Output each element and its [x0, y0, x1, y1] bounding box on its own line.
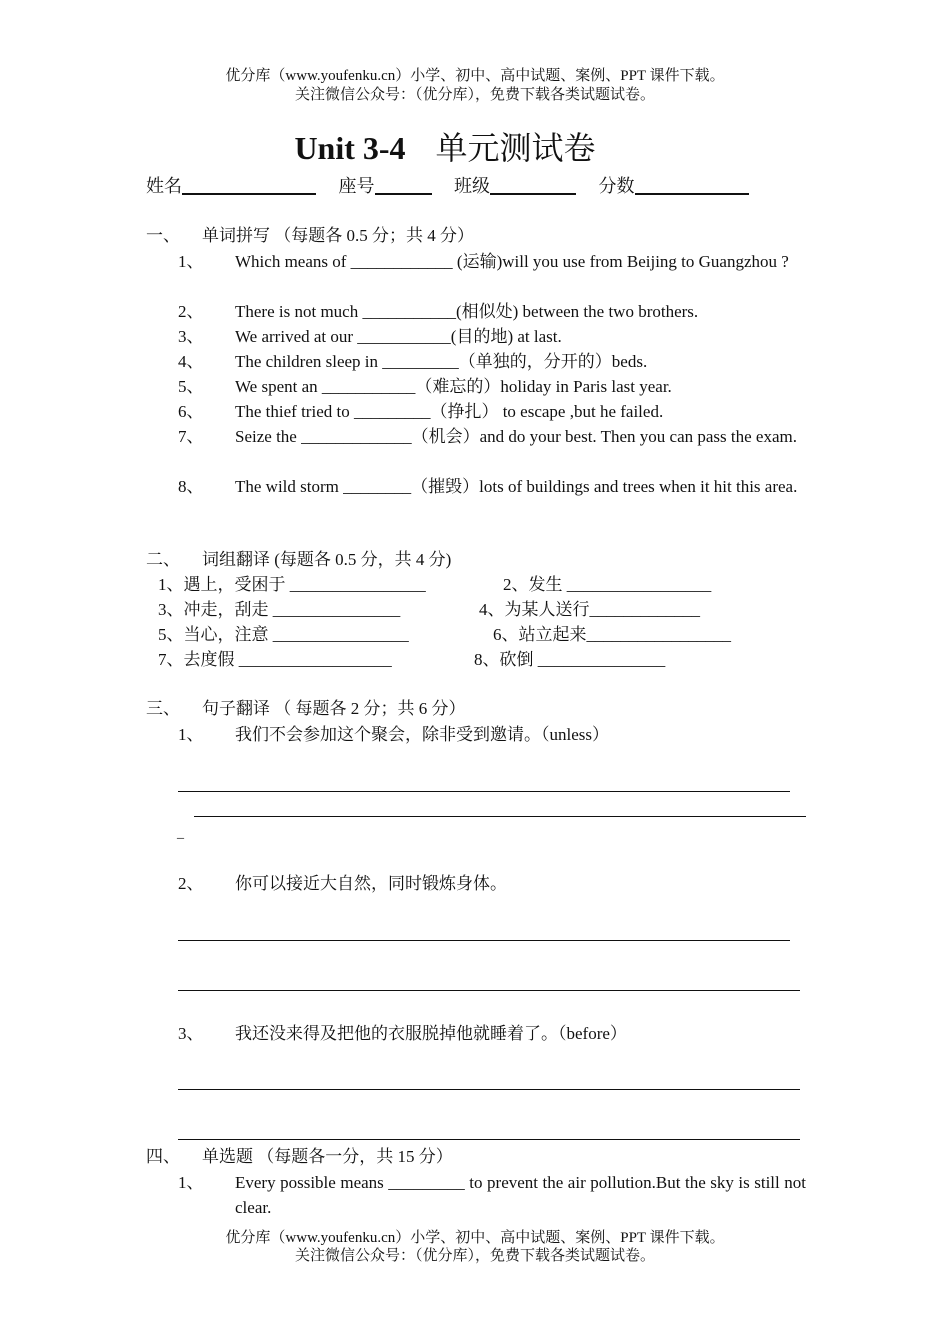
section-4-title: 单选题 （每题各一分，共 15 分） — [202, 1147, 453, 1166]
phrase-item: 7、去度假 __________________ — [158, 650, 392, 669]
phrase-item: 3、冲走，刮走 _______________ — [158, 600, 401, 619]
question-number: 2、 — [178, 874, 204, 893]
question-number: 7、 — [178, 427, 204, 446]
score-label: 分数 — [598, 176, 635, 196]
answer-line[interactable] — [178, 791, 790, 792]
question-number: 6、 — [178, 402, 204, 421]
question-text: The thief tried to _________（挣扎） to escape ,but he failed. — [235, 402, 664, 421]
question — [178, 1021, 806, 1046]
section-1-heading — [146, 224, 474, 248]
question — [178, 722, 806, 747]
footer-line-2: 关注微信公众号：（优分库），免费下载各类试题试卷。 — [294, 1248, 655, 1264]
phrase-item: 4、为某人送行_____________ — [479, 600, 700, 619]
footer-line-1: 优分库（www.youfenku.cn）小学、初中、高中试题、案例、PPT 课件下载。 — [225, 1230, 725, 1246]
question — [178, 424, 806, 449]
header-line-1: 优分库（www.youfenku.cn）小学、初中、高中试题、案例、PPT 课件下载。 — [225, 68, 725, 84]
question — [178, 399, 806, 424]
question-text: 我还没来得及把他的衣服脱掉他就睡着了。（before） — [235, 1024, 627, 1043]
phrase-item: 1、遇上，受困于 ________________ — [158, 575, 426, 594]
phrase-item: 8、砍倒 _______________ — [474, 650, 666, 669]
question-text: Every possible means _________ to prevent the air pollution.But the sky is still not clear. — [235, 1173, 806, 1217]
phrase-item: 5、当心，注意 ________________ — [158, 625, 409, 644]
question-text: Seize the _____________（机会）and do your best. Then you can pass the exam. — [235, 427, 797, 446]
question-text: We arrived at our ___________(目的地) at last. — [235, 327, 562, 346]
question-text: 我们不会参加这个聚会，除非受到邀请。（unless） — [235, 725, 609, 744]
question-number: 3、 — [178, 327, 204, 346]
name-label: 姓名 — [146, 176, 182, 196]
class-blank[interactable] — [490, 175, 576, 195]
score-blank[interactable] — [635, 175, 749, 195]
phrase-item: 2、发生 _________________ — [503, 575, 712, 594]
section-2-title: 词组翻译 (每题各 0.5 分，共 4 分) — [202, 550, 452, 569]
question-number: 4、 — [178, 352, 204, 371]
question — [178, 871, 806, 896]
seat-label: 座号 — [338, 176, 375, 196]
answer-line[interactable] — [178, 990, 800, 991]
question-text: We spent an ___________（难忘的）holiday in Paris last year. — [235, 377, 672, 396]
question — [178, 349, 806, 374]
section-4-heading — [146, 1145, 453, 1169]
question-text: There is not much ___________(相似处) between the two brothers. — [235, 302, 699, 321]
question-number: 1、 — [178, 1173, 204, 1192]
question — [178, 299, 806, 324]
answer-line[interactable] — [178, 1139, 800, 1140]
title-english: Unit 3-4 — [294, 130, 406, 166]
section-1-number: 一、 — [146, 226, 180, 245]
section-2-number: 二、 — [146, 550, 180, 569]
question-number: 1、 — [178, 725, 204, 744]
answer-line[interactable] — [194, 816, 806, 817]
question — [178, 1170, 806, 1220]
section-2-heading — [146, 548, 451, 572]
class-label: 班级 — [454, 176, 490, 196]
question-number: 8、 — [178, 477, 204, 496]
stray-underscore: _ — [177, 826, 184, 841]
section-3-heading — [146, 697, 466, 721]
question-number: 5、 — [178, 377, 204, 396]
phrase-item: 6、站立起来_________________ — [493, 625, 731, 644]
question-number: 3、 — [178, 1024, 204, 1043]
question — [178, 374, 806, 399]
student-info-row — [146, 173, 749, 199]
section-4-number: 四、 — [146, 1147, 180, 1166]
section-3-title: 句子翻译 （ 每题各 2 分；共 6 分） — [202, 699, 466, 718]
question-number: 1、 — [178, 252, 204, 271]
question — [178, 474, 806, 499]
seat-blank[interactable] — [375, 175, 432, 195]
question-text: The wild storm ________（摧毁）lots of buildings and trees when it hit this area. — [235, 477, 798, 496]
answer-line[interactable] — [178, 1089, 800, 1090]
question — [178, 249, 806, 274]
question — [178, 324, 806, 349]
title-chinese: 单元测试卷 — [435, 130, 596, 166]
page-title — [0, 128, 890, 168]
answer-line[interactable] — [178, 940, 790, 941]
question-text: The children sleep in _________（单独的，分开的）beds. — [235, 352, 648, 371]
header-line-2: 关注微信公众号：（优分库），免费下载各类试题试卷。 — [294, 87, 655, 103]
section-1-title: 单词拼写 （每题各 0.5 分；共 4 分） — [202, 226, 474, 245]
question-text: Which means of ____________ (运输)will you use from Beijing to Guangzhou ? — [235, 252, 789, 271]
question-text: 你可以接近大自然，同时锻炼身体。 — [235, 874, 507, 893]
question-number: 2、 — [178, 302, 204, 321]
section-3-number: 三、 — [146, 699, 180, 718]
name-blank[interactable] — [182, 175, 316, 195]
